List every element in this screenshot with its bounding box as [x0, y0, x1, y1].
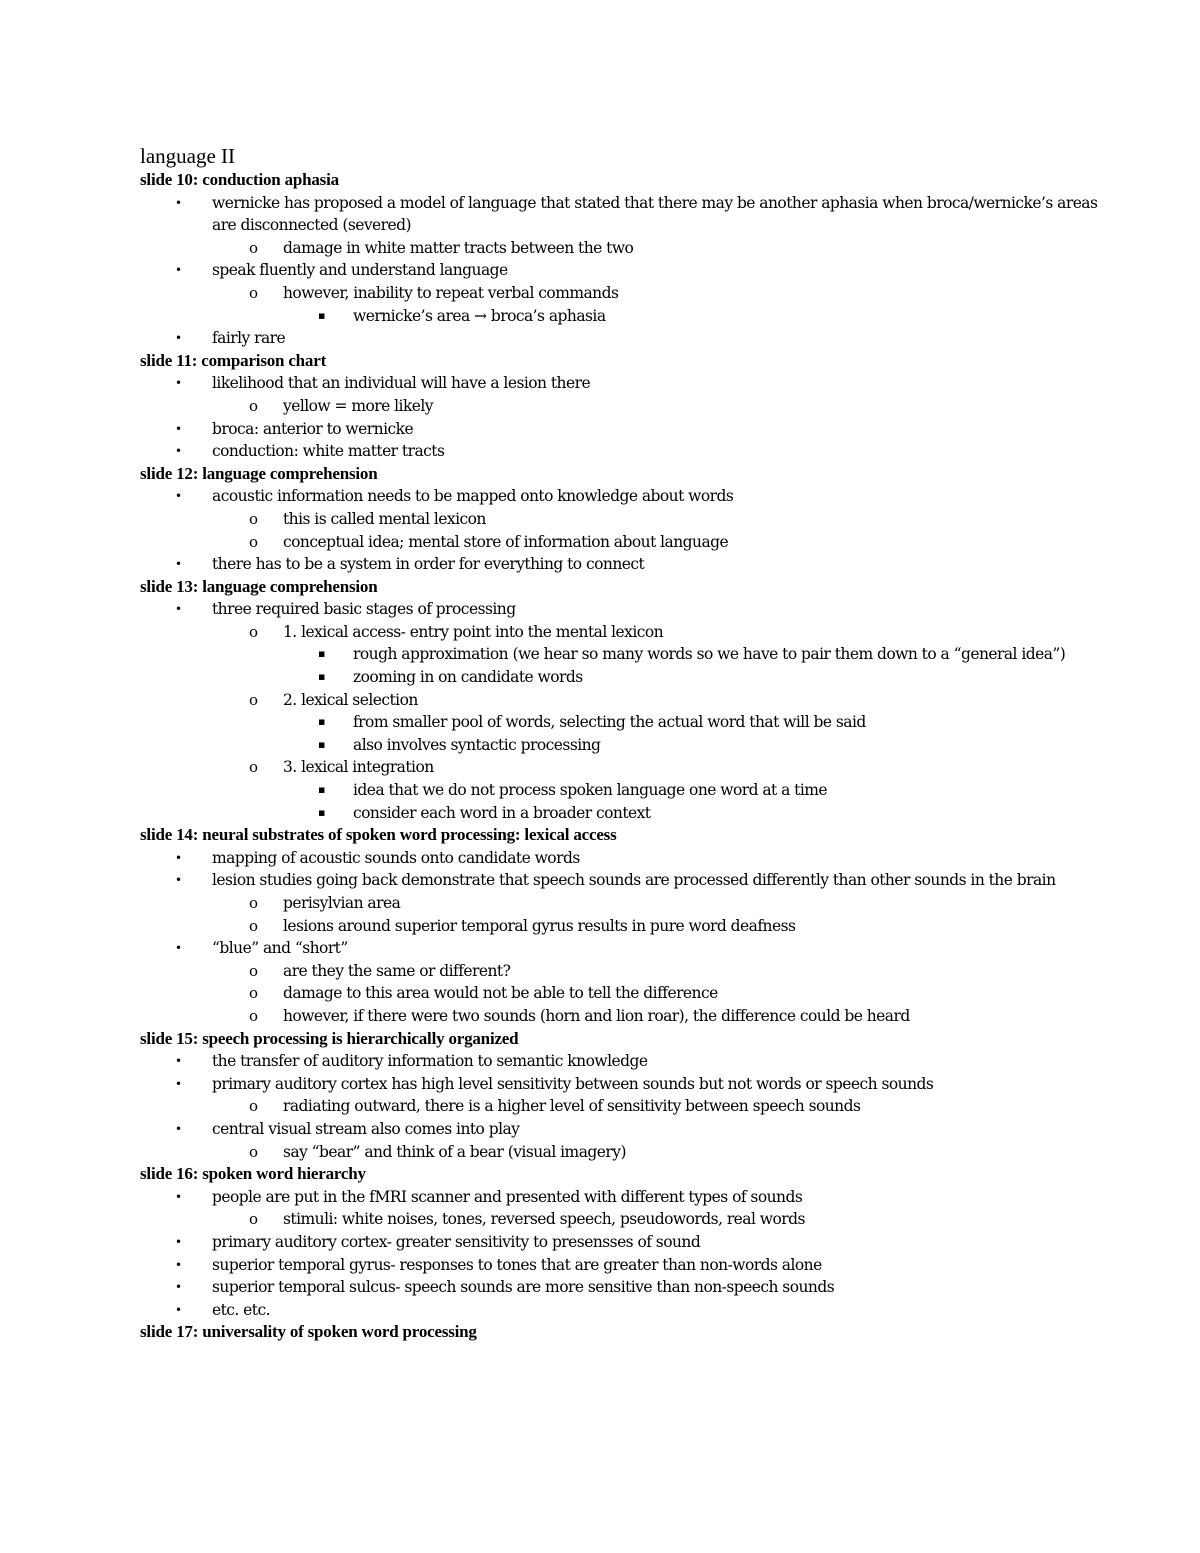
list-item	[140, 643, 1100, 666]
list-item-text: broca: anterior to wernicke	[212, 419, 414, 438]
list-item	[140, 598, 1100, 621]
list-item-text: wernicke has proposed a model of language that stated that there may be another aphasia when broca/wernicke’s areas are disconnected (severed)	[212, 193, 1098, 235]
list-item	[140, 937, 1100, 960]
list-item	[140, 711, 1100, 734]
circle-bullet-icon: o	[249, 622, 258, 641]
slide-section	[140, 824, 1100, 1027]
list-item-text: acoustic information needs to be mapped onto knowledge about words	[212, 487, 734, 506]
list-item-text: are they the same or different?	[283, 961, 511, 980]
circle-bullet-icon: o	[249, 396, 258, 415]
circle-bullet-icon: o	[249, 283, 258, 302]
list-item-text: “blue” and “short”	[212, 939, 348, 958]
bullet-icon: •	[175, 1234, 182, 1249]
list-item-text: there has to be a system in order for everything to connect	[212, 555, 645, 574]
circle-bullet-icon: o	[249, 238, 258, 257]
bullet-icon: •	[175, 602, 182, 617]
list-item	[140, 734, 1100, 757]
list-item-text: this is called mental lexicon	[283, 509, 486, 528]
slide-section	[140, 1163, 1100, 1321]
list-item	[140, 1299, 1100, 1322]
bullet-icon: •	[175, 195, 182, 210]
list-item-text: wernicke’s area → broca’s aphasia	[353, 306, 606, 325]
square-bullet-icon: ▪	[318, 670, 325, 684]
list-item	[140, 237, 1100, 260]
bullet-icon: •	[175, 941, 182, 956]
bullet-icon: •	[175, 1189, 182, 1204]
square-bullet-icon: ▪	[318, 647, 325, 661]
slide-heading: slide 10: conduction aphasia	[140, 170, 339, 189]
bullet-icon: •	[175, 489, 182, 504]
list-item-text: also involves syntactic processing	[353, 735, 601, 754]
list-item-text: say “bear” and think of a bear (visual imagery)	[283, 1142, 626, 1161]
slide-section	[140, 1028, 1100, 1164]
list-item-text: three required basic stages of processing	[212, 600, 516, 619]
circle-bullet-icon: o	[249, 984, 258, 1003]
list-item	[140, 802, 1100, 825]
list-item-text: idea that we do not process spoken language one word at a time	[353, 781, 828, 800]
bullet-icon: •	[175, 1054, 182, 1069]
circle-bullet-icon: o	[249, 532, 258, 551]
list-item	[140, 1095, 1100, 1118]
list-item	[140, 1005, 1100, 1028]
list-item	[140, 1050, 1100, 1073]
bullet-icon: •	[175, 444, 182, 459]
list-item	[140, 1254, 1100, 1277]
bullet-icon: •	[175, 263, 182, 278]
list-item-text: 1. lexical access- entry point into the mental lexicon	[283, 622, 664, 641]
list-item	[140, 1118, 1100, 1141]
list-item	[140, 915, 1100, 938]
list-item-text: conduction: white matter tracts	[212, 442, 445, 461]
list-item-text: likelihood that an individual will have a lesion there	[212, 374, 591, 393]
square-bullet-icon: ▪	[318, 308, 325, 322]
list-item	[140, 1186, 1100, 1209]
list-item-text: perisylvian area	[283, 894, 401, 912]
square-bullet-icon: ▪	[318, 737, 325, 751]
list-item-text: 3. lexical integration	[283, 758, 434, 777]
list-item	[140, 1231, 1100, 1254]
slide-heading: slide 14: neural substrates of spoken word processing: lexical access	[140, 825, 617, 845]
list-item	[140, 372, 1100, 395]
list-item	[140, 1276, 1100, 1299]
bullet-icon: •	[175, 1280, 182, 1295]
list-item-text: radiating outward, there is a higher level of sensitivity between speech sounds	[283, 1097, 861, 1116]
list-item-text: superior temporal sulcus- speech sounds are more sensitive than non-speech sounds	[212, 1278, 835, 1297]
list-item	[140, 282, 1100, 305]
list-item-text: people are put in the fMRI scanner and presented with different types of sounds	[212, 1187, 803, 1206]
slide-heading: slide 12: language comprehension	[140, 463, 378, 483]
slide-heading: slide 17: universality of spoken word processing	[140, 1322, 477, 1342]
square-bullet-icon: ▪	[318, 715, 325, 729]
bullet-icon: •	[175, 1257, 182, 1272]
list-item-text: central visual stream also comes into play	[212, 1119, 520, 1138]
list-item	[140, 1073, 1100, 1096]
square-bullet-icon: ▪	[318, 783, 325, 797]
list-item	[140, 666, 1100, 689]
slide-heading: slide 13: language comprehension	[140, 576, 378, 596]
circle-bullet-icon: o	[249, 894, 258, 912]
slide-section	[140, 463, 1100, 576]
list-item	[140, 1141, 1100, 1164]
circle-bullet-icon: o	[249, 1210, 258, 1229]
list-item	[140, 892, 1100, 915]
list-item	[140, 327, 1100, 350]
circle-bullet-icon: o	[249, 1097, 258, 1116]
bullet-icon: •	[175, 1121, 182, 1136]
list-item	[140, 553, 1100, 576]
list-item-text: yellow = more likely	[283, 396, 434, 415]
list-item	[140, 395, 1100, 418]
list-item	[140, 508, 1100, 531]
list-item	[140, 259, 1100, 282]
circle-bullet-icon: o	[249, 1142, 258, 1161]
slide-section	[140, 350, 1100, 463]
circle-bullet-icon: o	[249, 509, 258, 528]
circle-bullet-icon: o	[249, 1006, 258, 1025]
list-item	[140, 440, 1100, 463]
list-item-text: lesion studies going back demonstrate that speech sounds are processed differently than other sounds in the brain	[212, 871, 1056, 890]
document-body	[140, 143, 1100, 1344]
slide-heading: slide 16: spoken word hierarchy	[140, 1164, 366, 1184]
slide-section	[140, 576, 1100, 825]
slide-section	[140, 1321, 1100, 1344]
square-bullet-icon: ▪	[318, 805, 325, 819]
list-item-text: fairly rare	[212, 329, 286, 348]
list-item	[140, 305, 1100, 328]
list-item	[140, 531, 1100, 554]
list-item	[140, 960, 1100, 983]
bullet-icon: •	[175, 557, 182, 572]
circle-bullet-icon: o	[249, 690, 258, 709]
list-item	[140, 689, 1100, 712]
list-item-text: from smaller pool of words, selecting the actual word that will be said	[353, 713, 866, 732]
list-item	[140, 418, 1100, 441]
list-item	[140, 1208, 1100, 1231]
list-item-text: rough approximation (we hear so many words so we have to pair them down to a “general idea”)	[353, 645, 1066, 664]
list-item-text: damage to this area would not be able to tell the difference	[283, 984, 718, 1003]
bullet-icon: •	[175, 421, 182, 436]
bullet-icon: •	[175, 1302, 182, 1317]
list-item	[140, 869, 1100, 892]
list-item-text: lesions around superior temporal gyrus results in pure word deafness	[283, 916, 796, 935]
slide-heading: slide 11: comparison chart	[140, 350, 327, 370]
list-item	[140, 485, 1100, 508]
list-item-text: 2. lexical selection	[283, 690, 418, 709]
bullet-icon: •	[175, 376, 182, 391]
list-item-text: the transfer of auditory information to semantic knowledge	[212, 1052, 648, 1071]
list-item-text: superior temporal gyrus- responses to tones that are greater than non-words alone	[212, 1255, 822, 1274]
list-item-text: conceptual idea; mental store of information about language	[283, 532, 729, 551]
bullet-icon: •	[175, 1076, 182, 1091]
list-item-text: damage in white matter tracts between the two	[283, 238, 634, 257]
list-item	[140, 621, 1100, 644]
list-item-text: speak fluently and understand language	[212, 261, 508, 280]
circle-bullet-icon: o	[249, 961, 258, 980]
list-item-text: however, inability to repeat verbal commands	[283, 283, 619, 302]
list-item-text: mapping of acoustic sounds onto candidate words	[212, 848, 580, 867]
list-item	[140, 756, 1100, 779]
list-item	[140, 847, 1100, 870]
list-item-text: etc. etc.	[212, 1300, 270, 1319]
list-item-text: consider each word in a broader context	[353, 803, 651, 822]
list-item	[140, 982, 1100, 1005]
bullet-icon: •	[175, 331, 182, 346]
bullet-icon: •	[175, 873, 182, 888]
list-item-text: however, if there were two sounds (horn and lion roar), the difference could be heard	[283, 1006, 910, 1025]
list-item-text: primary auditory cortex- greater sensitivity to presensses of sound	[212, 1232, 701, 1251]
bullet-icon: •	[175, 850, 182, 865]
list-item	[140, 779, 1100, 802]
list-item-text: stimuli: white noises, tones, reversed speech, pseudowords, real words	[283, 1210, 805, 1229]
document-title: language II	[140, 144, 236, 168]
slide-heading: slide 15: speech processing is hierarchically organized	[140, 1028, 519, 1048]
circle-bullet-icon: o	[249, 916, 258, 935]
slide-section	[140, 169, 1100, 350]
list-item	[140, 192, 1100, 237]
circle-bullet-icon: o	[249, 758, 258, 777]
list-item-text: zooming in on candidate words	[353, 668, 583, 687]
list-item-text: primary auditory cortex has high level sensitivity between sounds but not words or speech sounds	[212, 1074, 934, 1093]
